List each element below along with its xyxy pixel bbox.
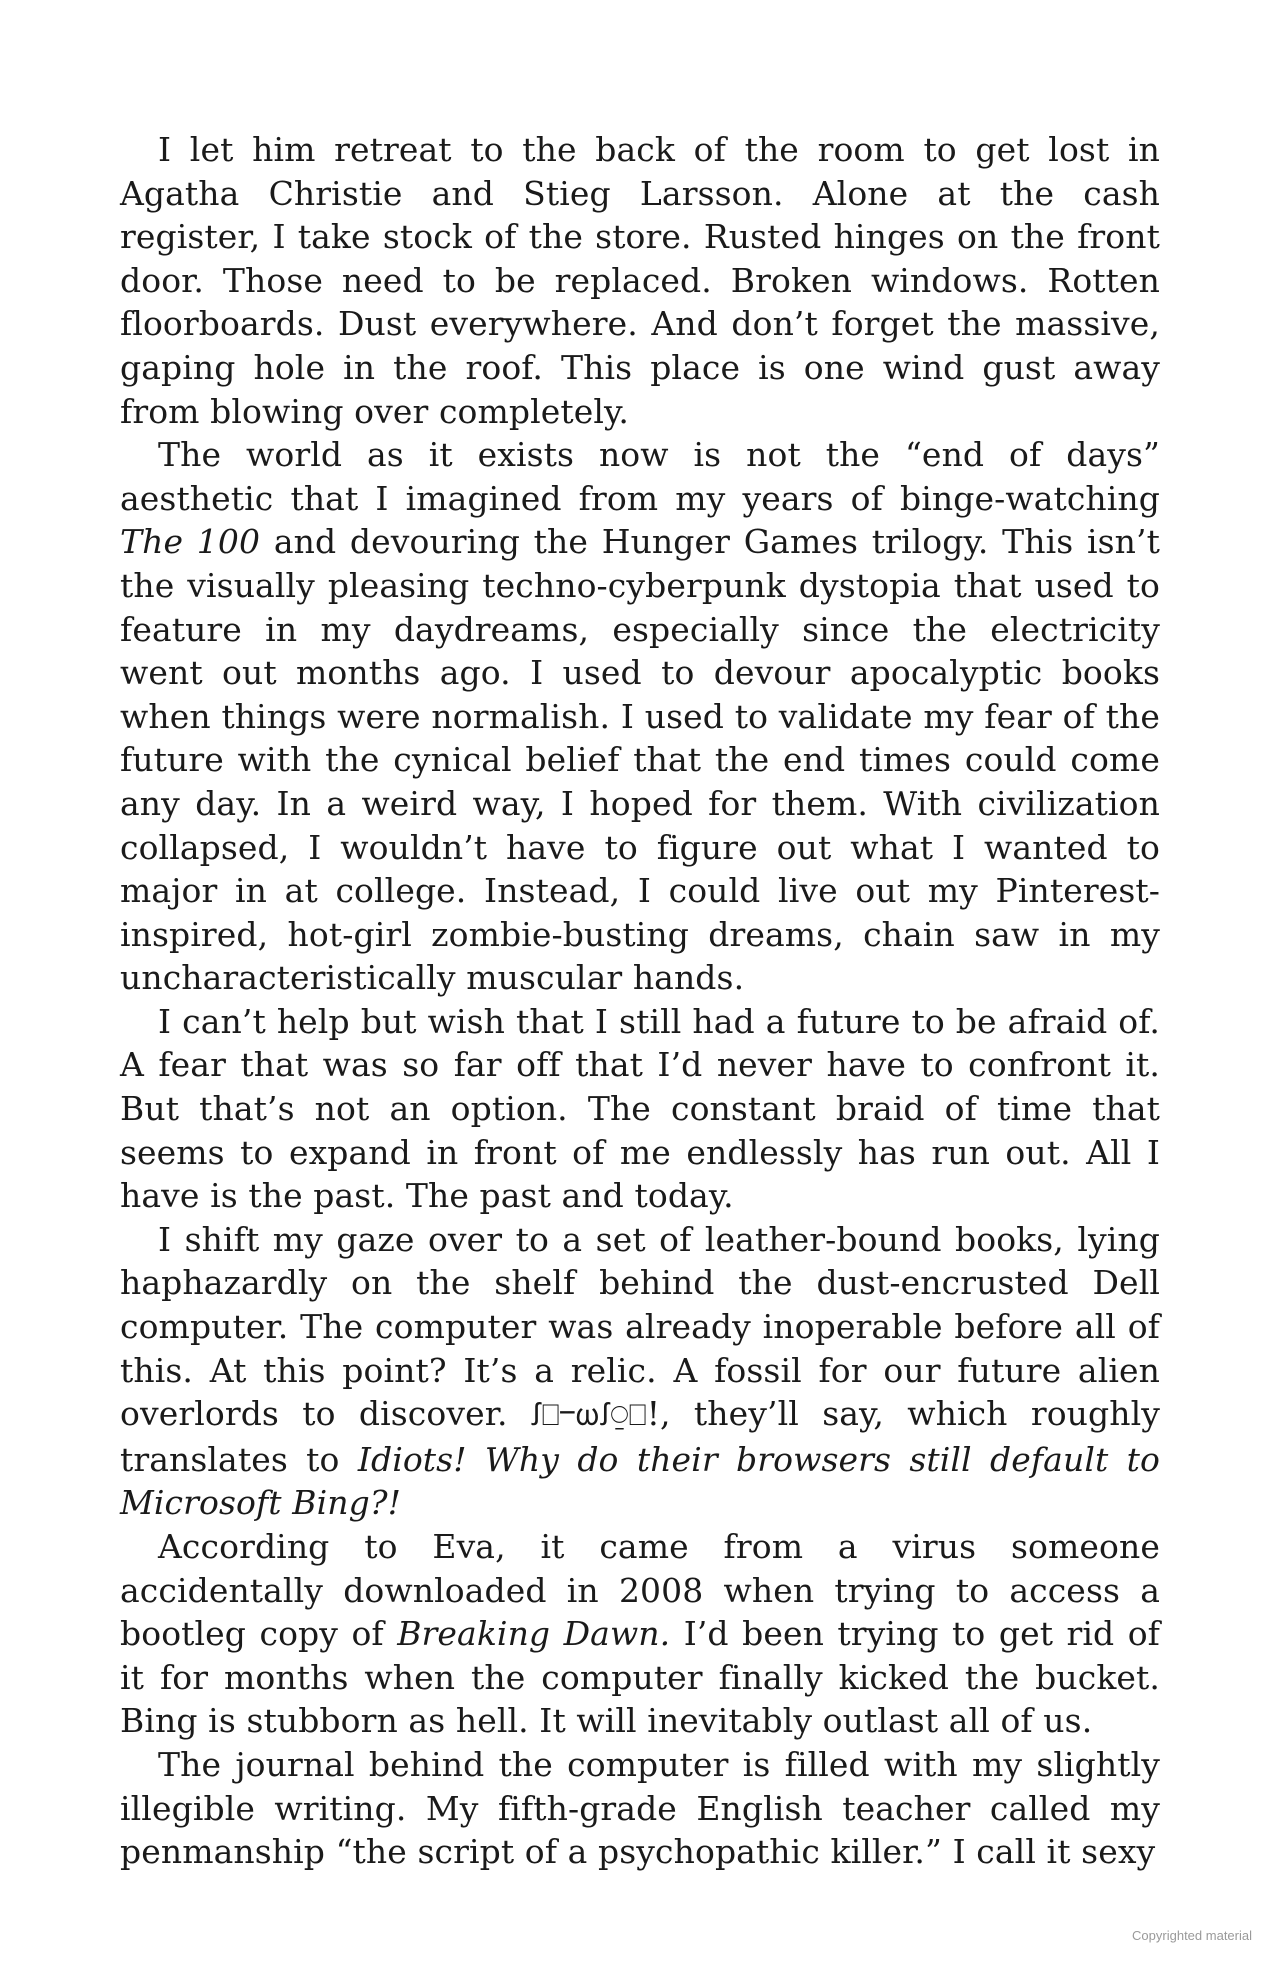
copyright-watermark: Copyrighted material	[1132, 1928, 1252, 1943]
paragraph-3	[120, 1000, 1160, 1218]
paragraph-2-text-b: and devouring the Hunger Games trilogy. This isn’t the visually pleasing techno-cyberpunk dystopia that used to feature in my daydreams, especially since the electricity went out months ago. I used to devour apocalyptic books when things were normalish. I used to validate my fear of the future with the cynical belief that the end times could come any day. In a weird way, I hoped for them. With civilization collapsed, I wouldn’t have to figure out what I wanted to major in at college. Instead, I could live out my Pinterest-inspired, hot-girl zombie-busting dreams, chain saw in my uncharacteristically muscular hands.	[120, 522, 1160, 998]
paragraph-4	[120, 1218, 1160, 1525]
paragraph-6	[120, 1743, 1160, 1874]
paragraph-4-italic-quote: Idiots! Why do their browsers still default to Microsoft Bing?!	[120, 1439, 1160, 1523]
alien-glyphs: ꭍ⎕ⲻⲱꭍ⍜⎕	[530, 1398, 647, 1434]
paragraph-5	[120, 1525, 1160, 1743]
paragraph-4-text-b: !, they’ll say, which roughly translates to	[120, 1394, 1160, 1479]
paragraph-5-text-b: I’d been trying to get rid of it for months when the computer finally kicked the bucket. Bing is stubborn as hell. It will inevitably outlast all of us.	[120, 1614, 1161, 1741]
paragraph-5-text-a: According to Eva, it came from a virus someone accidentally downloaded in 2008 when trying to access a bootleg copy of	[120, 1527, 1160, 1654]
book-page	[120, 128, 1160, 1874]
paragraph-4-text-a: I shift my gaze over to a set of leather-bound books, lying haphazardly on the shelf behind the dust-encrusted Dell computer. The computer was already inoperable before all of this. At this point? It’s a relic. A fossil for our future alien overlords to discover.	[120, 1219, 1160, 1434]
paragraph-1-text: I let him retreat to the back of the room to get lost in Agatha Christie and Stieg Larsson. Alone at the cash register, I take stock of the store. Rusted hinges on the front door. Those need to be replaced. Broken windows. Rotten floorboards. Dust everywhere. And don’t forget the massive, gaping hole in the roof. This place is one wind gust away from blowing over completely.	[120, 130, 1160, 431]
paragraph-3-text: I can’t help but wish that I still had a future to be afraid of. A fear that was so far off that I’d never have to confront it. But that’s not an option. The constant braid of time that seems to expand in front of me endlessly has run out. All I have is the past. The past and today.	[120, 1001, 1160, 1216]
paragraph-2-text-a: The world as it exists now is not the “end of days” aesthetic that I imagined from my years of binge-watching	[120, 435, 1160, 518]
paragraph-6-text: The journal behind the computer is filled with my slightly illegible writing. My fifth-grade English teacher called my penmanship “the script of a psychopathic killer.” I call it sexy	[120, 1744, 1160, 1872]
paragraph-1	[120, 128, 1160, 433]
paragraph-2-title-the-100: The 100	[120, 522, 261, 562]
paragraph-2	[120, 433, 1160, 1000]
paragraph-5-title-breaking-dawn: Breaking Dawn.	[397, 1614, 671, 1654]
